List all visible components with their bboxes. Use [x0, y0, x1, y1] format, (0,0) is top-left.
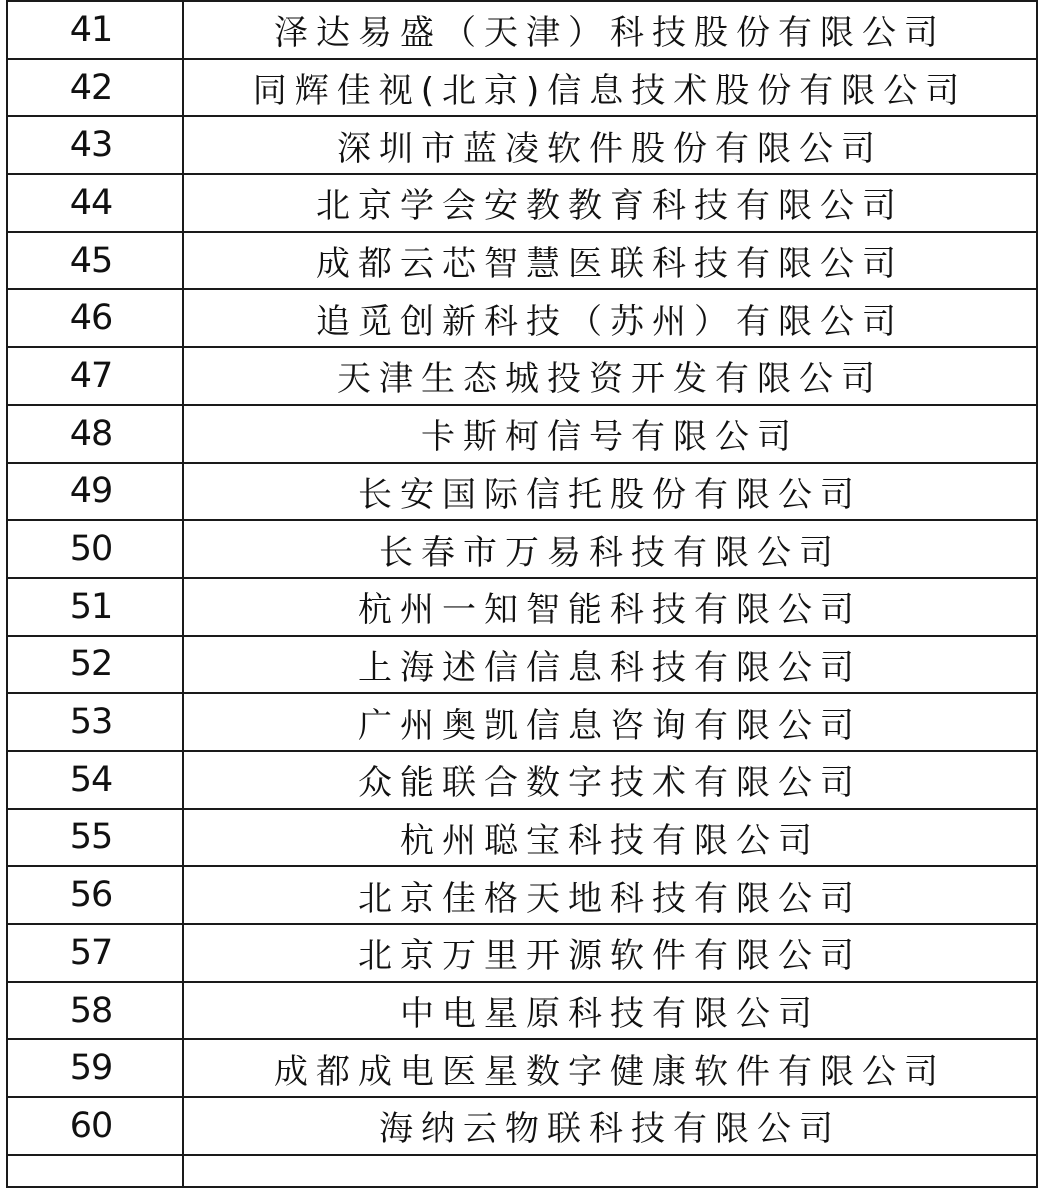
- company-name: 中电星原科技有限公司: [183, 982, 1037, 1040]
- company-name: 深圳市蓝凌软件股份有限公司: [183, 116, 1037, 174]
- table-row: [7, 405, 1037, 463]
- row-number: 50: [7, 520, 183, 578]
- company-name: 海纳云物联科技有限公司: [183, 1097, 1037, 1155]
- table-row: [7, 232, 1037, 290]
- row-number: 58: [7, 982, 183, 1040]
- company-name: 长安国际信托股份有限公司: [183, 463, 1037, 521]
- table-row: [7, 866, 1037, 924]
- row-number: 43: [7, 116, 183, 174]
- row-number: 53: [7, 693, 183, 751]
- row-number: 52: [7, 636, 183, 694]
- company-name: 成都云芯智慧医联科技有限公司: [183, 232, 1037, 290]
- company-name: 北京万里开源软件有限公司: [183, 924, 1037, 982]
- row-number: 56: [7, 866, 183, 924]
- company-name: 上海述信信息科技有限公司: [183, 636, 1037, 694]
- company-name: 成都成电医星数字健康软件有限公司: [183, 1039, 1037, 1097]
- company-name: 泽达易盛（天津）科技股份有限公司: [183, 1, 1037, 59]
- row-number: 48: [7, 405, 183, 463]
- table-row: [7, 174, 1037, 232]
- table-row: [7, 578, 1037, 636]
- table-row: [7, 924, 1037, 982]
- company-name: 北京学会安教教育科技有限公司: [183, 174, 1037, 232]
- company-name: 广州奥凯信息咨询有限公司: [183, 693, 1037, 751]
- row-number: 51: [7, 578, 183, 636]
- table-row: [7, 636, 1037, 694]
- table-row: [7, 347, 1037, 405]
- table-row: [7, 693, 1037, 751]
- bottom-partial-name-cell: [183, 1155, 1037, 1187]
- company-name: 天津生态城投资开发有限公司: [183, 347, 1037, 405]
- company-list-body: [7, 0, 1037, 1187]
- table-row: [7, 1, 1037, 59]
- row-number: 46: [7, 289, 183, 347]
- table-row: [7, 751, 1037, 809]
- row-number: 54: [7, 751, 183, 809]
- row-number: 47: [7, 347, 183, 405]
- row-number: 57: [7, 924, 183, 982]
- company-name: 同辉佳视(北京)信息技术股份有限公司: [183, 59, 1037, 117]
- company-name: 杭州聪宝科技有限公司: [183, 809, 1037, 867]
- row-number: 55: [7, 809, 183, 867]
- row-number: 60: [7, 1097, 183, 1155]
- row-number: 44: [7, 174, 183, 232]
- table-row: [7, 1097, 1037, 1155]
- company-name: 北京佳格天地科技有限公司: [183, 866, 1037, 924]
- row-number: 49: [7, 463, 183, 521]
- company-name: 卡斯柯信号有限公司: [183, 405, 1037, 463]
- bottom-partial-num-cell: [7, 1155, 183, 1187]
- table-row: [7, 520, 1037, 578]
- table-row: [7, 116, 1037, 174]
- table-row: [7, 982, 1037, 1040]
- company-name: 众能联合数字技术有限公司: [183, 751, 1037, 809]
- company-name: 长春市万易科技有限公司: [183, 520, 1037, 578]
- row-number: 59: [7, 1039, 183, 1097]
- table-row: [7, 1039, 1037, 1097]
- company-list-table: [6, 0, 1038, 1188]
- row-number: 41: [7, 1, 183, 59]
- table-row: [7, 463, 1037, 521]
- row-number: 42: [7, 59, 183, 117]
- row-number: 45: [7, 232, 183, 290]
- table-row: [7, 59, 1037, 117]
- company-name: 杭州一知智能科技有限公司: [183, 578, 1037, 636]
- table-row: [7, 809, 1037, 867]
- table-row-bottom-partial: [7, 1155, 1037, 1187]
- table-row: [7, 289, 1037, 347]
- company-name: 追觅创新科技（苏州）有限公司: [183, 289, 1037, 347]
